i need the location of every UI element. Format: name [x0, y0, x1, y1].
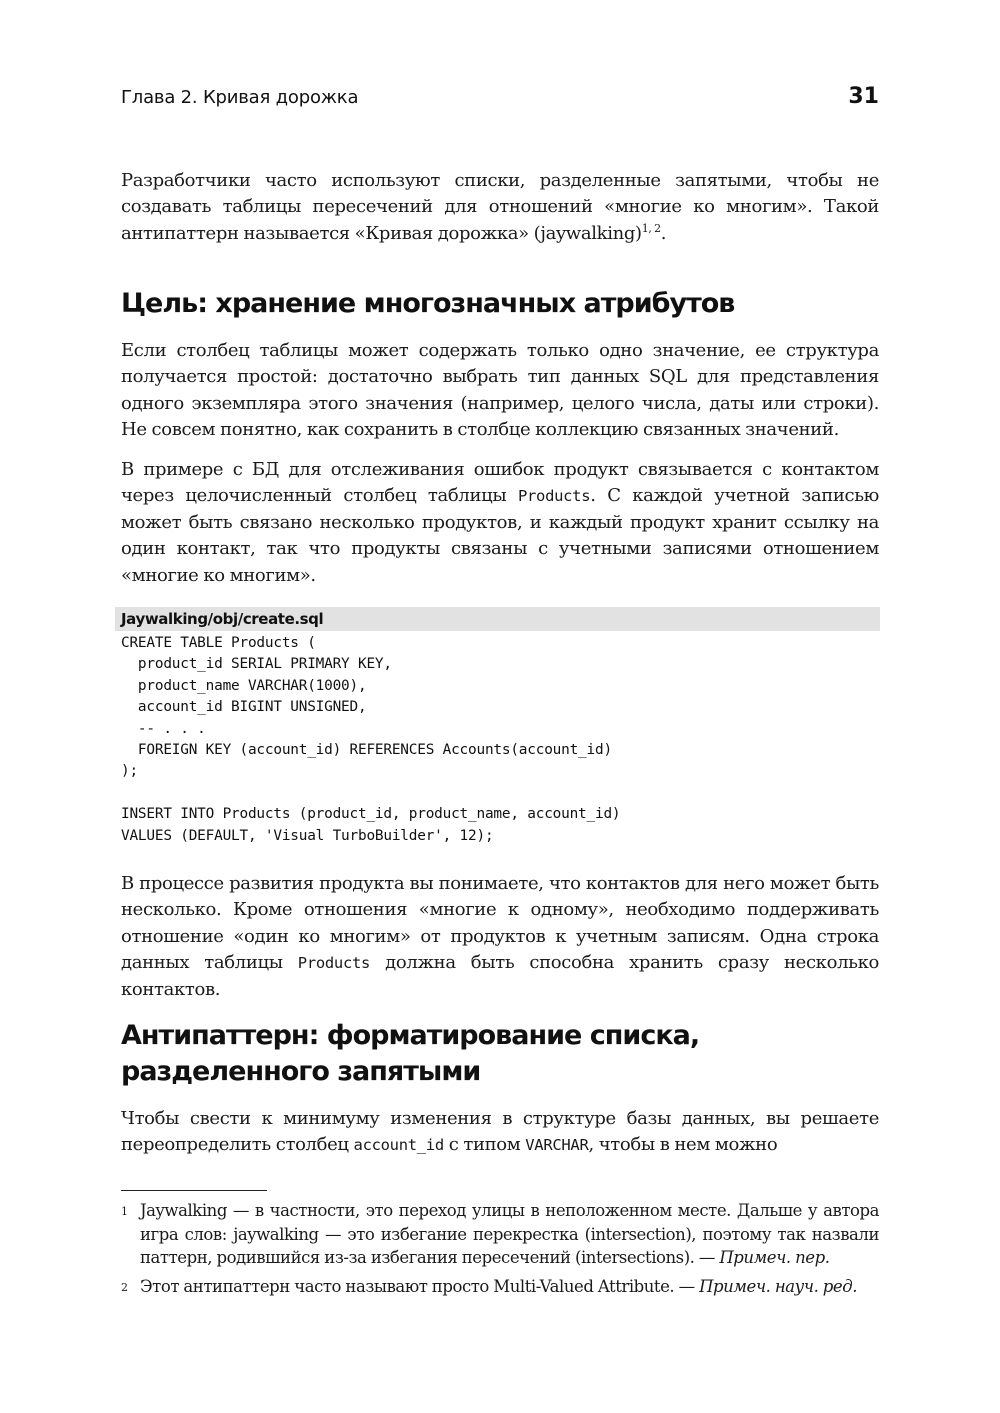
goal-paragraph-2 — [121, 457, 879, 589]
goal-paragraph-1-block — [121, 338, 879, 444]
code-line: INSERT INTO Products (product_id, product_name, account_id) — [121, 806, 621, 823]
footnote-2 — [121, 1275, 879, 1299]
paragraph-3 — [121, 871, 879, 1003]
code-line: -- . . . — [121, 720, 206, 737]
code-line: ); — [121, 763, 138, 780]
intro-paragraph-block — [121, 168, 879, 247]
section-antipattern — [121, 1018, 879, 1090]
page-number: 31 — [848, 84, 879, 109]
code-line: account_id BIGINT UNSIGNED, — [121, 699, 367, 716]
footnote-note: Примеч. пер. — [719, 1248, 830, 1268]
antipattern-text-c: , чтобы в нем можно — [588, 1134, 778, 1156]
chapter-title: Глава 2. Кривая дорожка — [121, 87, 359, 108]
footnote-note: Примеч. науч. ред. — [699, 1277, 857, 1296]
footnote-body: Этот антипаттерн часто называют просто Multi-Valued Attribute. — — [140, 1277, 700, 1296]
footnote-body: Jaywalking — в частности, это переход улицы в неположенном месте. Дальше у автора игра слов: jaywalking — это избегание перекрестка (intersection), поэтому так назвали паттерн, родившийся из-за избегания пересечений (intersections). — — [140, 1201, 879, 1268]
code-listing — [121, 633, 620, 847]
running-head — [121, 84, 879, 114]
code-line: CREATE TABLE Products ( — [121, 635, 316, 651]
code-line: product_name VARCHAR(1000), — [121, 677, 367, 694]
inline-code-account-id: account_id — [353, 1136, 444, 1155]
intro-text: Разработчики часто используют списки, разделенные запятыми, чтобы не создавать таблицы пересечений для отношений «многие ко многим». Такой антипаттерн называется «Кривая дорожка» (jaywalking) — [121, 170, 879, 244]
antipattern-text-a: Чтобы свести к минимуму изменения в структуре базы данных, вы решаете переопределить столбец — [121, 1108, 879, 1156]
inline-code-products: Products — [517, 487, 591, 506]
code-listing-caption — [115, 607, 880, 631]
inline-code-products: Products — [297, 954, 371, 973]
intro-end: . — [660, 222, 667, 244]
footnote-text — [140, 1199, 879, 1270]
code-listing-filename: Jaywalking/obj/create.sql — [121, 610, 324, 628]
goal-paragraph-1: Если столбец таблицы может содержать только одно значение, ее структура получается простой: достаточно выбрать тип данных SQL для представления одного экземпляра этого значения (например, целого числа, даты или строки). Не совсем понятно, как сохранить в столбце коллекцию связанных значений. — [121, 340, 879, 441]
footnote-mark: 2 — [121, 1281, 128, 1294]
heading-line-2: разделенного запятыми — [121, 1056, 481, 1087]
section-heading-antipattern — [121, 1018, 879, 1090]
antipattern-text-b: с типом — [443, 1134, 526, 1156]
paragraph-3-text-b: должна быть способна хранить сразу несколько контактов. — [121, 952, 879, 1000]
antipattern-paragraph-block — [121, 1106, 879, 1159]
footnote-1 — [121, 1199, 879, 1270]
footnote-divider — [121, 1190, 267, 1191]
paragraph-3-text-a: В процессе развития продукта вы понимаете, что контактов для него может быть несколько. Кроме отношения «многие к одному», необходимо поддерживать отношение «один ко многим» от продуктов к учетным записям. Одна строка данных таблицы — [121, 873, 879, 974]
heading-line-1: Антипаттерн: форматирование списка, — [121, 1020, 700, 1051]
footnote-mark: 1 — [121, 1205, 128, 1218]
goal-paragraph-2-block — [121, 457, 879, 589]
section-goal — [121, 286, 879, 322]
code-line: VALUES (DEFAULT, 'Visual TurboBuilder', 12); — [121, 827, 494, 844]
code-line-blank — [121, 783, 620, 804]
goal-paragraph-2-text-b: . С каждой учетной записью может быть связано несколько продуктов, и каждый продукт хранит ссылку на один контакт, так что продукты связаны с учетными записями отношением «многие ко многим». — [121, 485, 880, 586]
intro-paragraph — [121, 168, 879, 247]
inline-code-varchar: VARCHAR — [525, 1136, 589, 1155]
code-line: FOREIGN KEY (account_id) REFERENCES Accounts(account_id) — [121, 741, 612, 758]
paragraph-3-block — [121, 871, 879, 1003]
footnote-ref[interactable]: 1, 2 — [641, 221, 661, 235]
antipattern-paragraph — [121, 1106, 879, 1159]
goal-paragraph-2-text-a: В примере с БД для отслеживания ошибок продукт связывается с контактом через целочисленный столбец таблицы — [121, 459, 879, 507]
footnote-text — [140, 1275, 879, 1299]
section-heading-goal: Цель: хранение многозначных атрибутов — [121, 288, 735, 319]
code-line: product_id SERIAL PRIMARY KEY, — [121, 656, 392, 673]
